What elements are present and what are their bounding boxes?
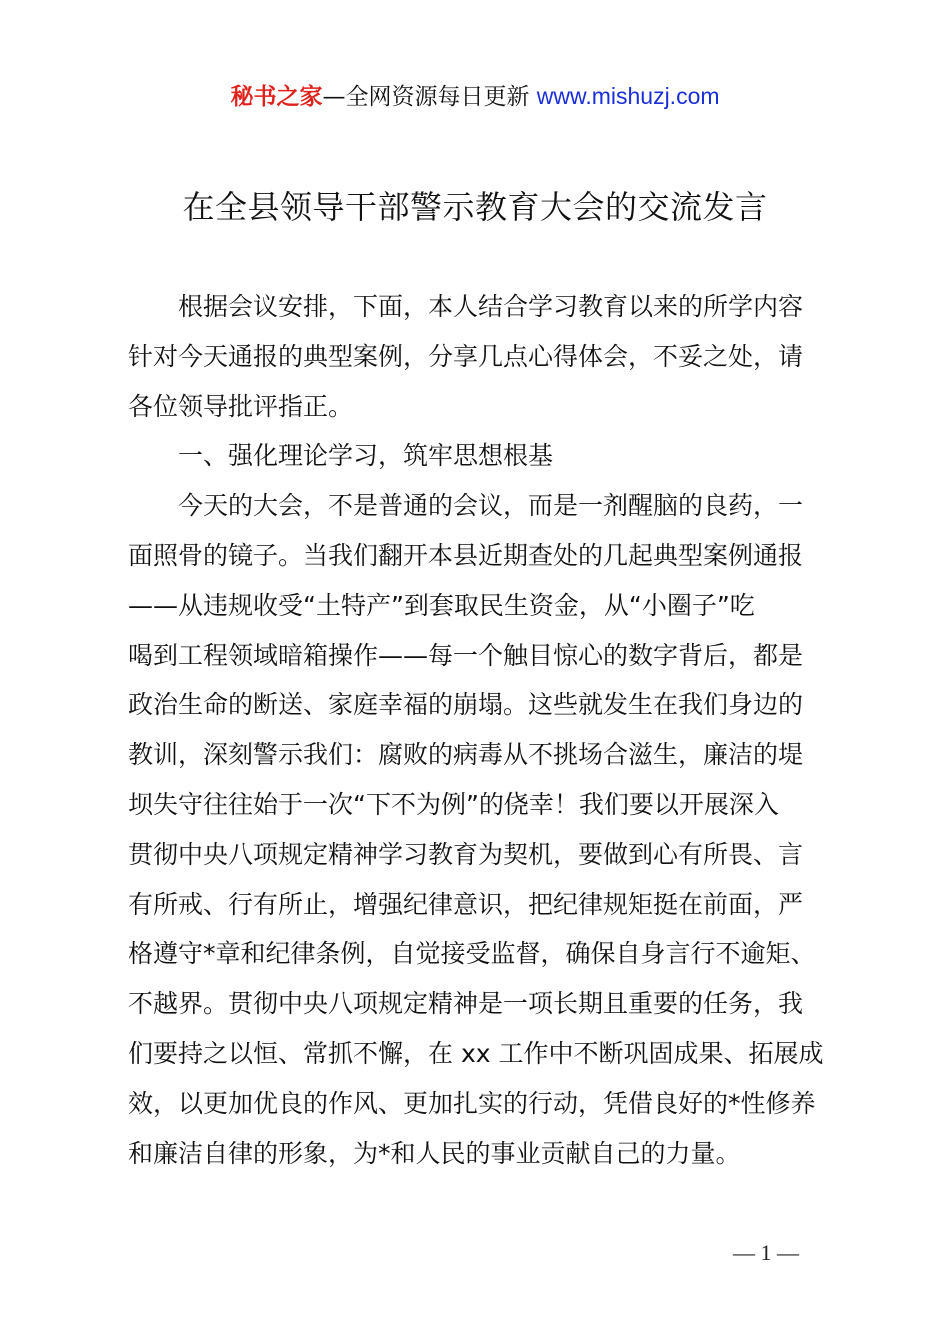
paragraph-line: 格遵守*章和纪律条例，自觉接受监督，确保自身言行不逾矩、 — [128, 939, 816, 969]
paragraph-line: 今天的大会，不是普通的会议，而是一剂醒脑的良药，一 — [178, 491, 804, 521]
paragraph-line: 面照骨的镜子。当我们翻开本县近期查处的几起典型案例通报 — [128, 540, 804, 570]
paragraph-line: ——从违规收受“土特产”到套取民生资金，从“小圈子”吃 — [128, 590, 755, 620]
document-title: 在全县领导干部警示教育大会的交流发言 — [182, 188, 768, 226]
header-tagline: —全网资源每日更新 — [322, 84, 537, 110]
paragraph-line: 坝失守往往始于一次“下不为例”的侥幸！我们要以开展深入 — [128, 789, 779, 819]
site-header — [0, 80, 950, 113]
section-heading: 一、强化理论学习，筑牢思想根基 — [178, 441, 554, 471]
brand-name: 秘书之家 — [230, 84, 323, 110]
site-url-link[interactable]: www.mishuzj.com — [536, 83, 720, 109]
paragraph-line: 们要持之以恒、常抓不懈，在 xx 工作中不断巩固成果、拓展成 — [128, 1038, 824, 1068]
paragraph-line: 各位领导批评指正。 — [128, 391, 354, 421]
paragraph-line: 有所戒、行有所止，增强纪律意识，把纪律规矩挺在前面，严 — [128, 889, 804, 919]
paragraph-line: 根据会议安排，下面，本人结合学习教育以来的所学内容 — [178, 292, 804, 321]
paragraph-line: 针对今天通报的典型案例，分享几点心得体会，不妥之处，请 — [128, 341, 804, 371]
paragraph-line: 不越界。贯彻中央八项规定精神是一项长期且重要的任务，我 — [128, 989, 804, 1019]
paragraph-line: 政治生命的断送、家庭幸福的崩塌。这些就发生在我们身边的 — [128, 690, 804, 720]
paragraph-line: 效，以更加优良的作风、更加扎实的行动，凭借良好的*性修养 — [128, 1088, 816, 1118]
paragraph-line: 喝到工程领域暗箱操作——每一个触目惊心的数字背后，都是 — [128, 640, 804, 670]
paragraph-line: 教训，深刻警示我们：腐败的病毒从不挑场合滋生，廉洁的堤 — [128, 740, 804, 770]
page-number: — 1 — — [733, 1240, 799, 1265]
paragraph-line: 贯彻中央八项规定精神学习教育为契机，要做到心有所畏、言 — [128, 839, 804, 869]
document-body — [128, 282, 833, 1178]
paragraph-line: 和廉洁自律的形象，为*和人民的事业贡献自己的力量。 — [128, 1138, 741, 1168]
